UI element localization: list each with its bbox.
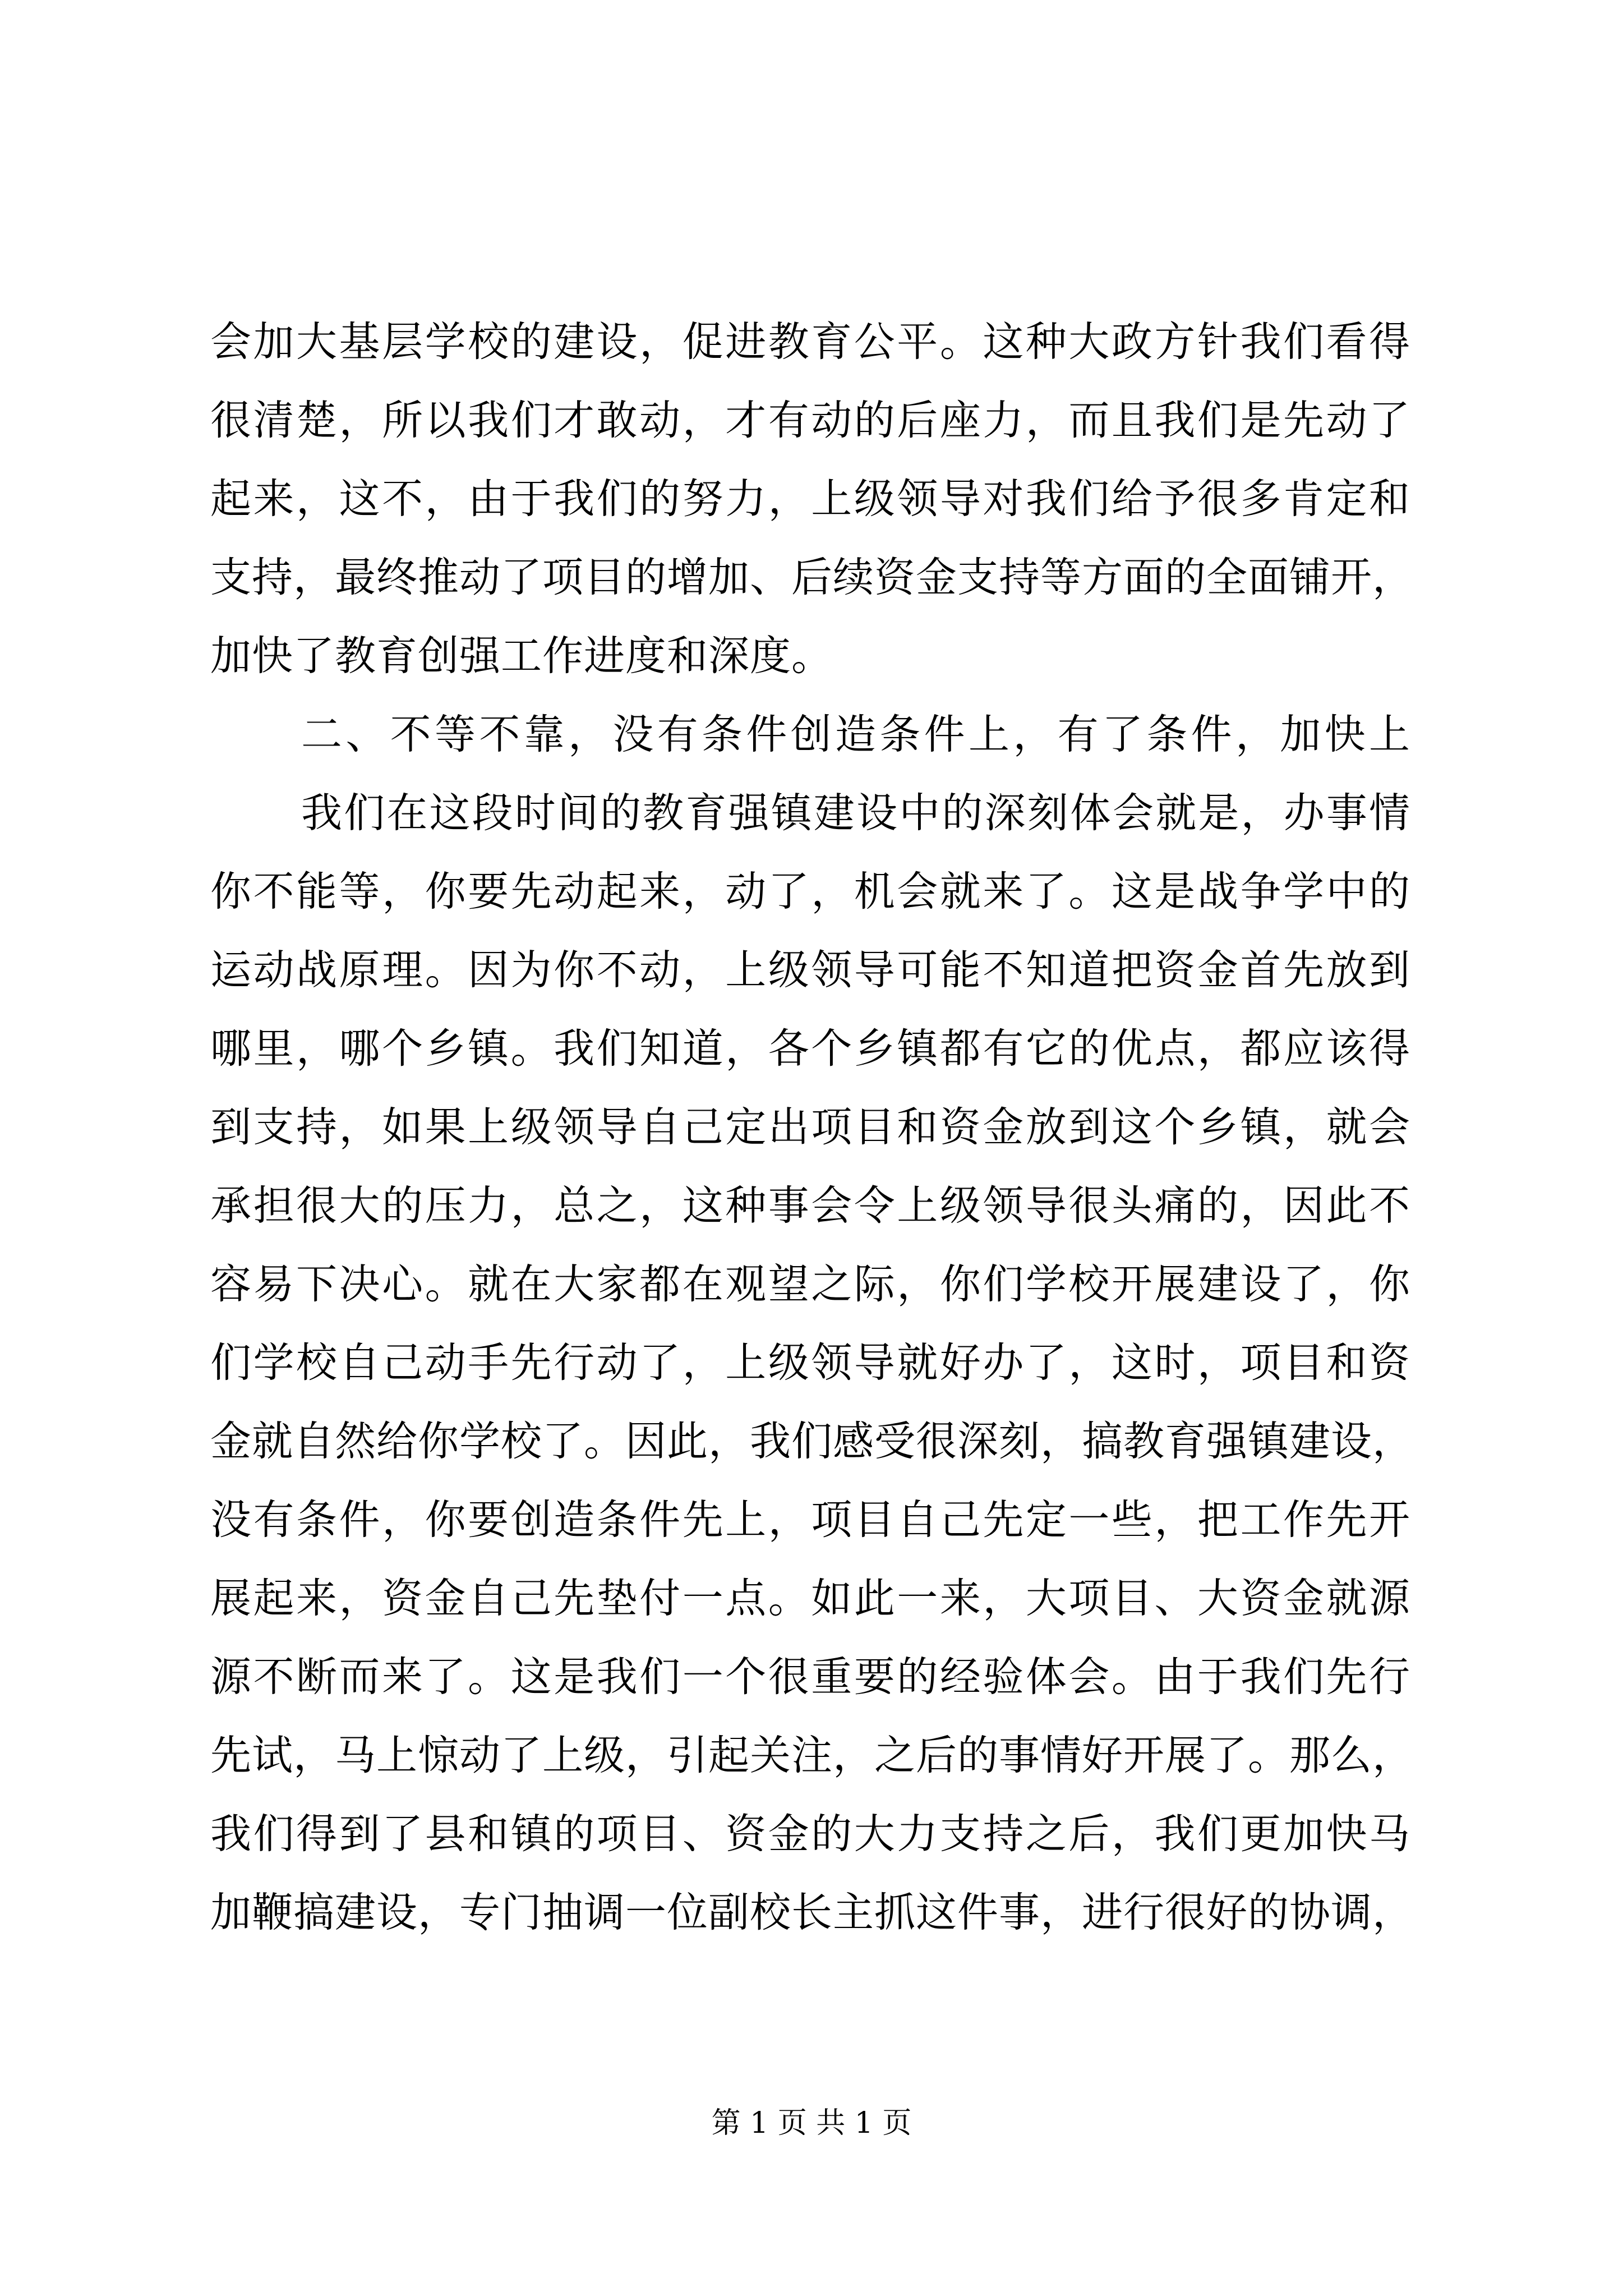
body-line-20: 我们得到了县和镇的项目、资金的大力支持之后，我们更加快马 [210,1810,1410,1858]
body-line-9: 运动战原理。因为你不动，上级领导可能不知道把资金首先放到 [210,946,1410,994]
body-line-3: 起来，这不，由于我们的努力，上级领导对我们给予很多肯定和 [210,475,1410,523]
body-line-4: 支持，最终推动了项目的增加、后续资金支持等方面的全面铺开， [210,554,1414,601]
body-line-14: 们学校自己动手先行动了，上级领导就好办了，这时，项目和资 [210,1339,1410,1387]
body-line-21: 加鞭搞建设，专门抽调一位副校长主抓这件事，进行很好的协调， [210,1889,1414,1936]
body-line-19: 先试，马上惊动了上级，引起关注，之后的事情好开展了。那么， [210,1732,1414,1779]
body-line-15: 金就自然给你学校了。因此，我们感受很深刻，搞教育强镇建设， [210,1418,1414,1465]
page-footer: 第 1 页 共 1 页 [711,2106,912,2140]
body-line-12: 承担很大的压力，总之，这种事会令上级领导很头痛的，因此不 [210,1182,1410,1230]
body-line-5: 加快了教育创强工作进度和深度。 [210,632,833,680]
body-line-18: 源不断而来了。这是我们一个很重要的经验体会。由于我们先行 [210,1653,1410,1701]
body-line-7: 我们在这段时间的教育强镇建设中的深刻体会就是，办事情 [301,789,1410,837]
body-line-2: 很清楚，所以我们才敢动，才有动的后座力，而且我们是先动了 [210,397,1410,444]
section-heading: 二、不等不靠，没有条件创造条件上，有了条件，加快上 [301,711,1410,758]
body-line-8: 你不能等，你要先动起来，动了，机会就来了。这是战争学中的 [210,868,1410,915]
body-line-17: 展起来，资金自己先垫付一点。如此一来，大项目、大资金就源 [210,1575,1410,1622]
body-line-16: 没有条件，你要创造条件先上，项目自己先定一些，把工作先开 [210,1496,1410,1544]
body-line-1: 会加大基层学校的建设，促进教育公平。这种大政方针我们看得 [210,318,1410,366]
body-line-11: 到支持，如果上级领导自己定出项目和资金放到这个乡镇，就会 [210,1103,1410,1151]
body-line-13: 容易下决心。就在大家都在观望之际，你们学校开展建设了，你 [210,1260,1410,1308]
body-line-10: 哪里，哪个乡镇。我们知道，各个乡镇都有它的优点，都应该得 [210,1025,1410,1073]
